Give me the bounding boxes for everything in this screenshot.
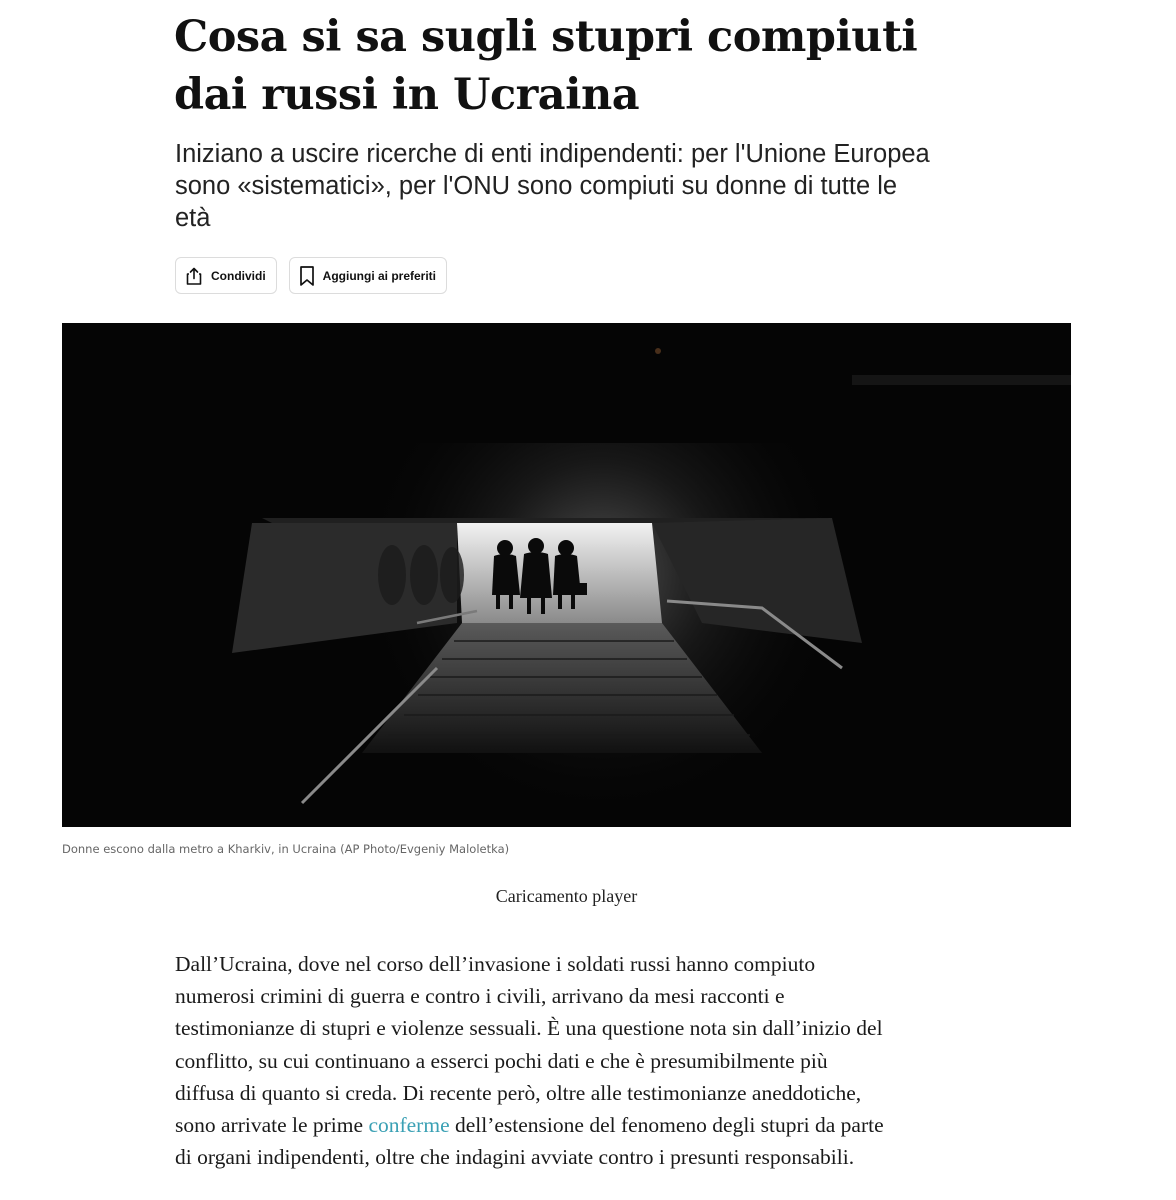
body-line: conflitto, su cui continuano a esserci pochi dati e che è presumibilmente più — [175, 1048, 828, 1073]
player-loading-text: Caricamento player — [495, 886, 638, 906]
article-headline — [174, 8, 994, 124]
body-line: testimonianze di stupri e violenze sessuali. È una questione nota sin dall’inizio del — [175, 1016, 883, 1041]
article-subtitle — [175, 138, 975, 234]
add-to-favorites-button[interactable] — [289, 257, 447, 294]
photo-caption: Donne escono dalla metro a Kharkiv, in Ucraina (AP Photo/Evgeniy Maloletka) — [62, 842, 510, 856]
body-line: numerosi crimini di guerra e contro i civili, arrivano da mesi racconti e — [175, 984, 785, 1009]
body-line: dell’estensione del fenomeno degli stupri da parte — [449, 1113, 884, 1138]
body-line: sono arrivate le prime — [175, 1113, 369, 1138]
body-line: Dall’Ucraina, dove nel corso dell’invasione i soldati russi hanno compiuto — [175, 952, 816, 976]
subtitle-line: sono «sistematici», per l'ONU sono compiuti su donne di tutte le — [175, 172, 898, 200]
headline-line: dai russi in Ucraina — [174, 70, 640, 120]
bookmark-icon — [298, 265, 316, 287]
article-photo — [62, 323, 1071, 827]
article-actions — [175, 257, 447, 294]
bookmark-label: Aggiungi ai preferiti — [322, 268, 437, 283]
subtitle-line: Iniziano a uscire ricerche di enti indipendenti: per l'Unione Europea — [175, 140, 930, 168]
body-line: diffusa di quanto si creda. Di recente però, oltre alle testimonianze aneddotiche, — [175, 1080, 862, 1105]
subtitle-line: età — [175, 204, 211, 232]
share-label: Condividi — [211, 268, 266, 283]
body-line: di organi indipendenti, oltre che indagini avviate contro i presunti responsabili. — [175, 1145, 855, 1170]
share-icon — [184, 266, 204, 286]
conferme-link[interactable]: conferme — [368, 1113, 450, 1138]
headline-line: Cosa si sa sugli stupri compiuti — [174, 12, 918, 62]
article-body — [175, 948, 975, 1173]
share-button[interactable] — [175, 257, 277, 294]
